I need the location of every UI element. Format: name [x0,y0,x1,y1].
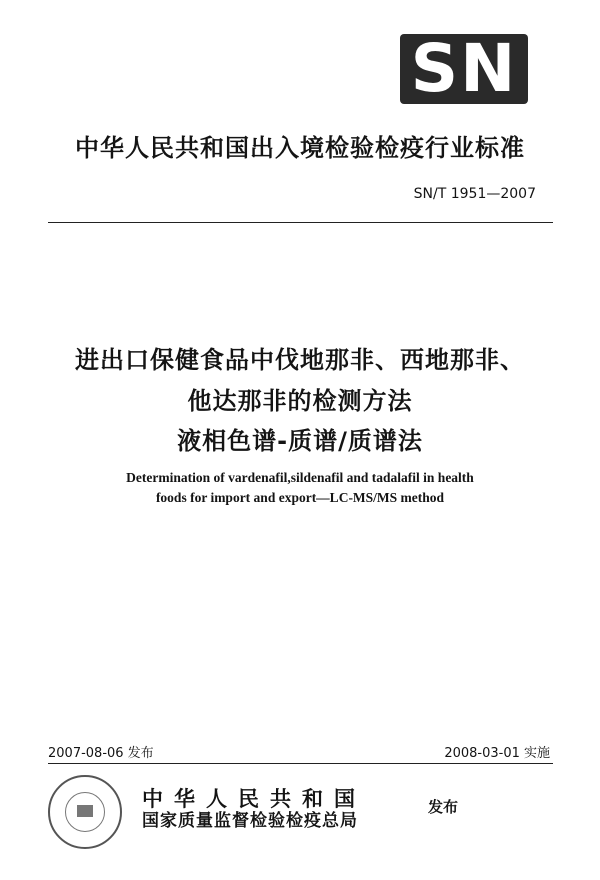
official-seal-icon [48,775,122,849]
implementation-date: 2008-03-01 实施 [444,746,550,761]
issuer-line2: 国家质量监督检验检疫总局 [142,811,358,831]
sn-logo [400,30,528,107]
title-cn-line1: 进出口保健食品中伐地那非、西地那非、 [75,346,525,374]
title-cn-line2: 他达那非的检测方法 [187,387,413,415]
issued-label: 发布 [428,798,459,816]
bottom-divider [48,763,553,764]
title-en-line1: Determination of vardenafil,sildenafil and tadalafil in health [126,470,474,485]
top-divider [48,222,553,223]
logo-text: SN [410,30,518,107]
issue-date: 2007-08-06 发布 [48,746,154,761]
title-en-line2: foods for import and export—LC-MS/MS method [155,490,445,505]
title-cn-line3: 液相色谱-质谱/质谱法 [177,427,423,455]
issuer-line1: 中华人民共和国 [142,787,366,811]
seal-emblem [77,805,93,817]
standard-number: SN/T 1951—2007 [413,186,536,202]
standard-category-title: 中华人民共和国出入境检验检疫行业标准 [75,134,525,162]
